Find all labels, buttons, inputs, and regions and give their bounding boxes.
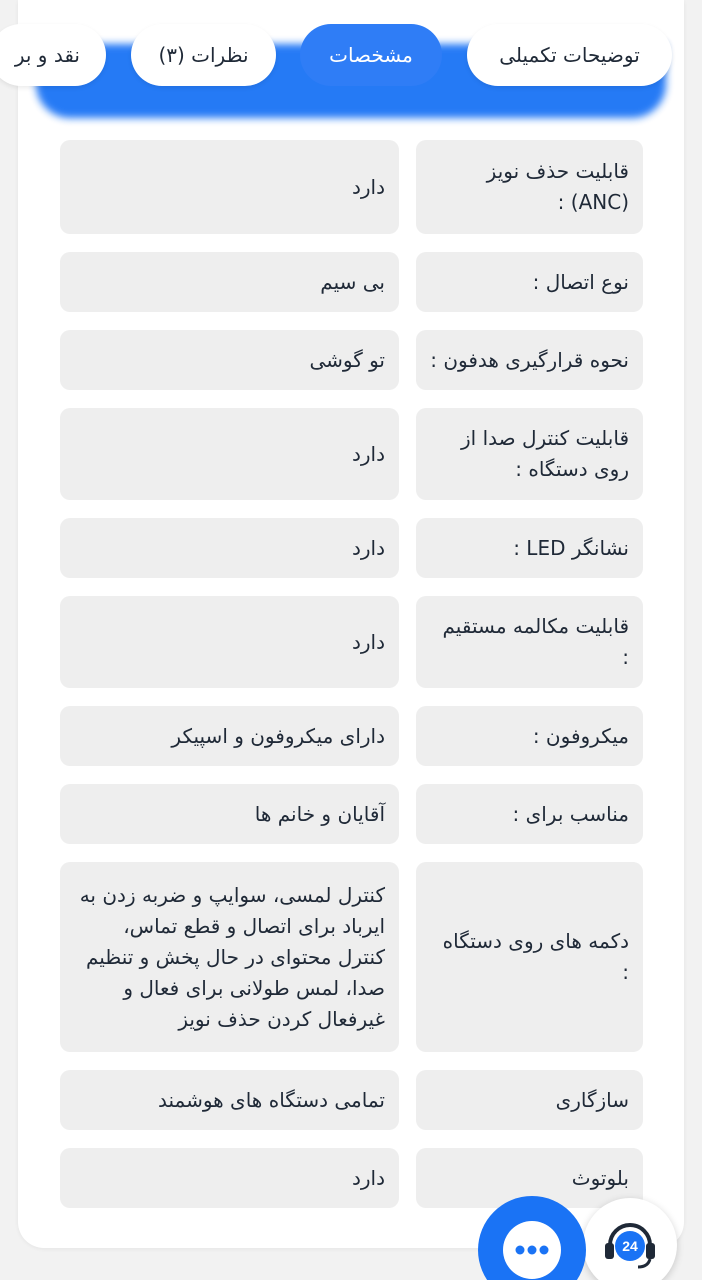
tab-critique[interactable]: نقد و بر: [0, 24, 106, 86]
spec-row-anc: [60, 140, 643, 234]
spec-row-led: [60, 518, 643, 578]
spec-value: دارد: [60, 408, 399, 500]
spec-value: دارد: [60, 518, 399, 578]
spec-value: دارد: [60, 140, 399, 234]
spec-label: قابلیت کنترل صدا از روی دستگاه :: [416, 408, 643, 500]
spec-value: بی سیم: [60, 252, 399, 312]
spec-value: دارد: [60, 596, 399, 688]
spec-label: قابلیت مکالمه مستقیم :: [416, 596, 643, 688]
spec-row-buttons: [60, 862, 643, 1052]
spec-label: قابلیت حذف نویز (ANC) :: [416, 140, 643, 234]
spec-label: سازگاری: [416, 1070, 643, 1130]
spec-label: مناسب برای :: [416, 784, 643, 844]
spec-row-calls: [60, 596, 643, 688]
spec-row-microphone: [60, 706, 643, 766]
spec-row-bluetooth: [60, 1148, 643, 1208]
chat-bubble-icon: [503, 1221, 561, 1279]
spec-label: نشانگر LED :: [416, 518, 643, 578]
spec-value: تو گوشی: [60, 330, 399, 390]
tab-additional-description[interactable]: توضیحات تکمیلی: [467, 24, 672, 86]
support-badge: 24: [622, 1238, 638, 1254]
spec-label: نوع اتصال :: [416, 252, 643, 312]
spec-value: دارد: [60, 1148, 399, 1208]
spec-row-compatibility: [60, 1070, 643, 1130]
spec-row-connection: [60, 252, 643, 312]
spec-value: تمامی دستگاه های هوشمند: [60, 1070, 399, 1130]
spec-row-volume-control: [60, 408, 643, 500]
spec-label: بلوتوث: [416, 1148, 643, 1208]
specs-table: [60, 140, 643, 1226]
spec-label: نحوه قرارگیری هدفون :: [416, 330, 643, 390]
tab-bar: [0, 24, 702, 90]
spec-row-placement: [60, 330, 643, 390]
spec-value: آقایان و خانم ها: [60, 784, 399, 844]
tab-specifications[interactable]: مشخصات: [300, 24, 442, 86]
spec-row-suitable-for: [60, 784, 643, 844]
tab-reviews[interactable]: نظرات (۳): [131, 24, 276, 86]
spec-label: دکمه های روی دستگاه :: [416, 862, 643, 1052]
spec-value: دارای میکروفون و اسپیکر: [60, 706, 399, 766]
headset-24-icon: [600, 1215, 660, 1275]
spec-label: میکروفون :: [416, 706, 643, 766]
spec-value: کنترل لمسی، سوایپ و ضربه زدن به ایرباد برای اتصال و قطع تماس، کنترل محتوای در حال پخش و تنظیم صدا، لمس طولانی برای فعال و غیرفعال کردن حذف نویز: [60, 862, 399, 1052]
